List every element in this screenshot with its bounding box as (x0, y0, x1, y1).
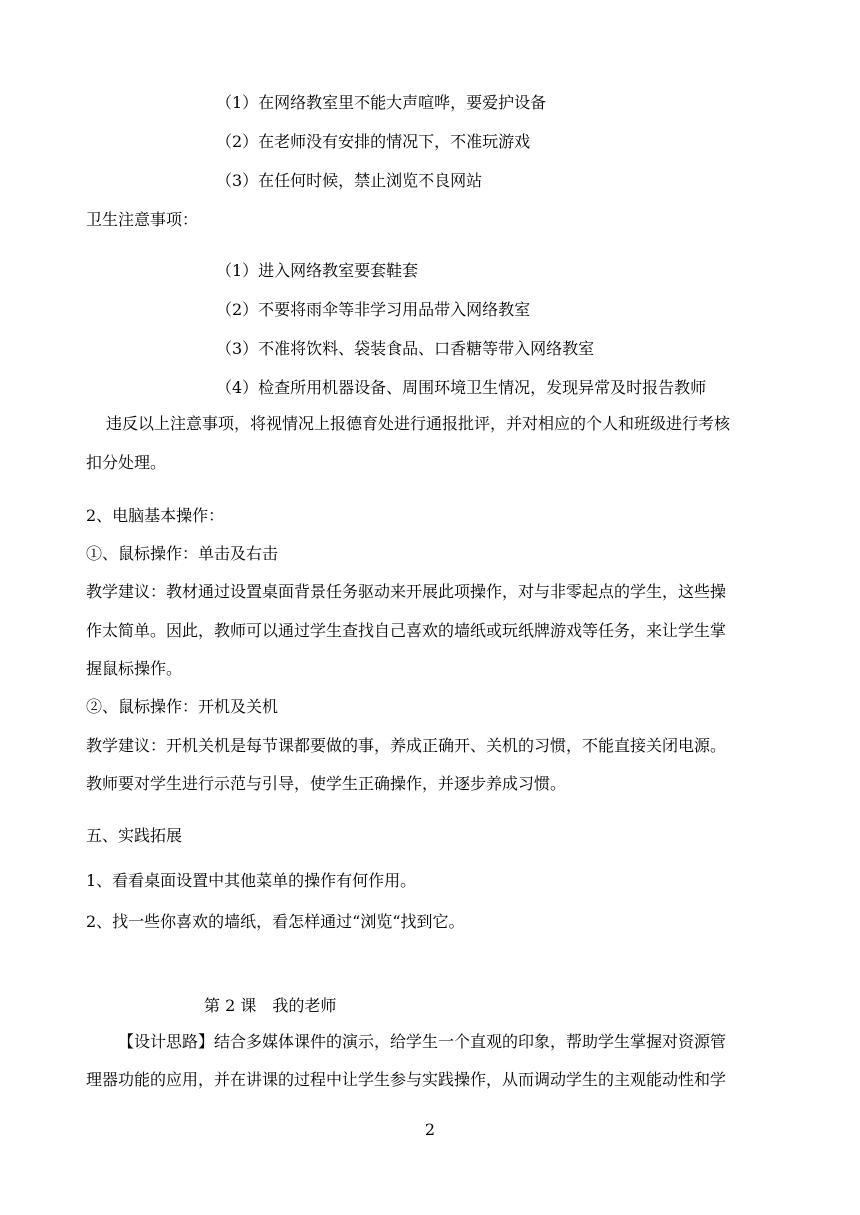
page-number: 2 (424, 1120, 436, 1139)
advice-line: 握鼠标操作。 (86, 659, 183, 678)
section-heading: 五、实践拓展 (86, 826, 183, 845)
operation-title: ②、鼠标操作：开机及关机 (86, 697, 279, 716)
hygiene-heading: 卫生注意事项： (86, 210, 199, 229)
advice-line: 教学建议：教材通过设置桌面背景任务驱动来开展此项操作，对与非零起点的学生，这些操 (86, 582, 727, 601)
hygiene-item: （3）不准将饮料、袋装食品、口香糖等带入网络教室 (216, 339, 595, 358)
operation-title: ①、鼠标操作：单击及右击 (86, 544, 279, 563)
advice-line: 作太简单。因此，教师可以通过学生查找自己喜欢的墙纸或玩纸牌游戏等任务，来让学生掌 (86, 621, 727, 640)
hygiene-item: （1）进入网络教室要套鞋套 (216, 261, 419, 280)
violation-line-2: 扣分处理。 (86, 453, 167, 472)
safety-item: （3）在任何时候，禁止浏览不良网站 (216, 171, 483, 190)
practice-item: 2、找一些你喜欢的墙纸，看怎样通过“浏览“找到它。 (86, 912, 465, 931)
advice-line: 教学建议：开机关机是每节课都要做的事，养成正确开、关机的习惯，不能直接关闭电源。 (86, 736, 727, 755)
safety-item: （2）在老师没有安排的情况下，不准玩游戏 (216, 132, 531, 151)
safety-item: （1）在网络教室里不能大声喧哗，要爱护设备 (216, 93, 547, 112)
section-heading: 2、电脑基本操作： (86, 506, 225, 525)
practice-item: 1、看看桌面设置中其他菜单的操作有何作用。 (86, 871, 417, 890)
design-line: 理器功能的应用，并在讲课的过程中让学生参与实践操作，从而调动学生的主观能动性和学 (86, 1070, 727, 1089)
hygiene-item: （4）检查所用机器设备、周围环境卫生情况，发现异常及时报告教师 (216, 378, 707, 397)
design-line: 【设计思路】结合多媒体课件的演示，给学生一个直观的印象，帮助学生掌握对资源管 (118, 1032, 727, 1051)
hygiene-item: （2）不要将雨伞等非学习用品带入网络教室 (216, 300, 531, 319)
violation-line-1: 违反以上注意事项，将视情况上报德育处进行通报批评，并对相应的个人和班级进行考核 (106, 414, 731, 433)
advice-line: 教师要对学生进行示范与引导，使学生正确操作，并逐步养成习惯。 (86, 774, 567, 793)
lesson-title: 第 2 课 我的老师 (204, 996, 337, 1015)
